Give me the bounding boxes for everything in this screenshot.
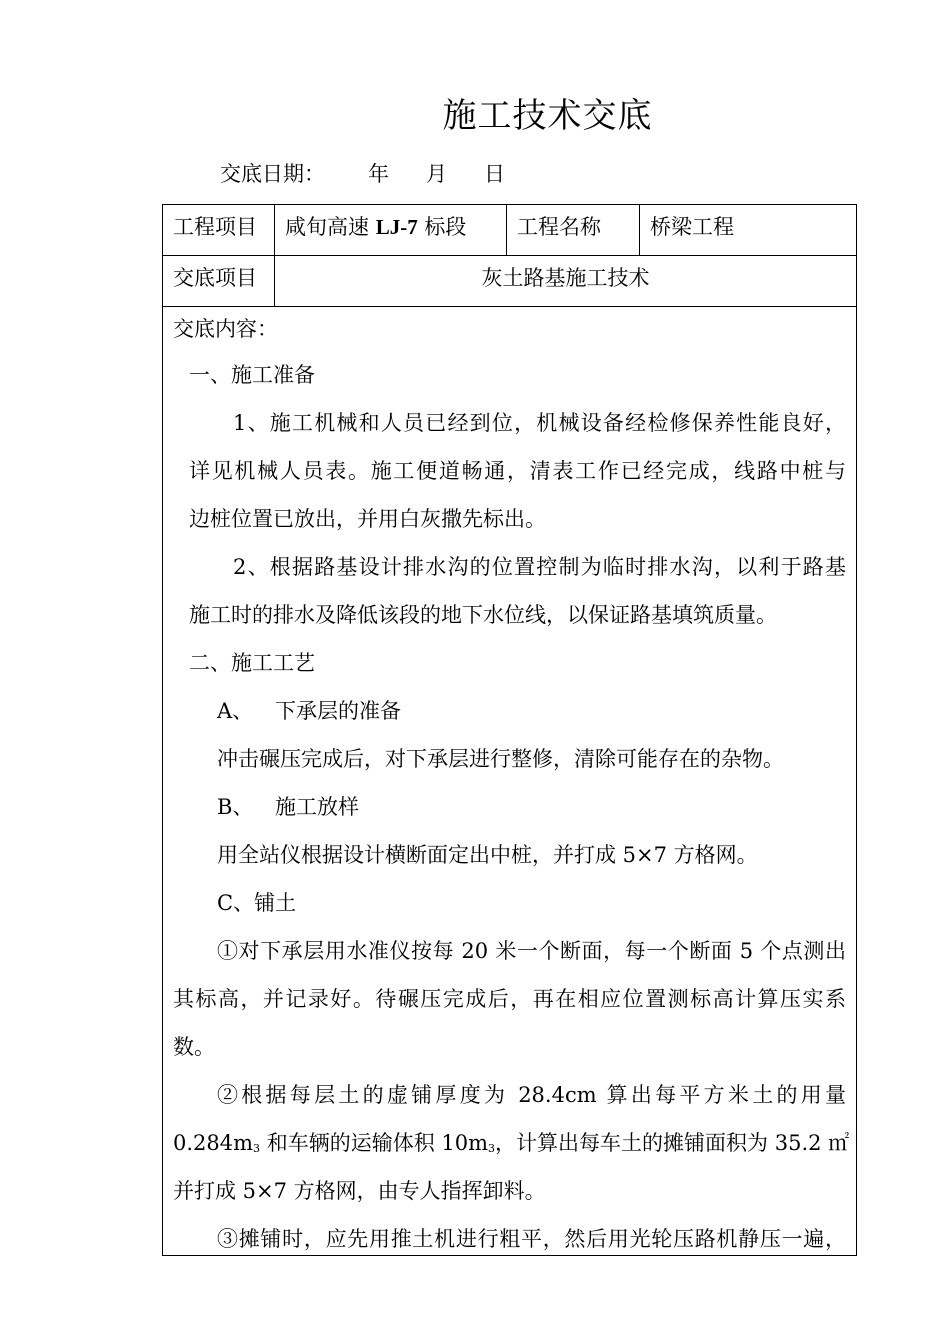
date-month: 月 <box>426 162 447 186</box>
subsection-heading-c: C、铺土 <box>217 891 297 915</box>
item-label: 交底项目 <box>173 266 257 290</box>
paragraph-line: 数。 <box>173 1035 215 1059</box>
paragraph-line: 详见机械人员表。施工便道畅通，清表工作已经完成，线路中桩与 <box>189 459 846 483</box>
subsection-label-a: A、 <box>217 699 254 723</box>
paragraph-line: 其标高，并记录好。待碾压完成后，再在相应位置测标高计算压实系 <box>173 987 846 1011</box>
paragraph-line: 并打成 5×7 方格网，由专人指挥卸料。 <box>173 1179 546 1203</box>
section-heading-process: 二、施工工艺 <box>189 651 315 675</box>
item-value-cell <box>275 256 856 306</box>
disclosure-table <box>162 204 857 1256</box>
project-value-code: LJ-7 <box>375 215 418 239</box>
paragraph-line: 1、施工机械和人员已经到位，机械设备经检修保养性能良好， <box>233 411 846 435</box>
subsection-title-b: 施工放样 <box>275 795 359 819</box>
name-label-cell <box>507 205 640 255</box>
date-label: 交底日期： <box>220 162 325 186</box>
paragraph-line: 施工时的排水及降低该段的地下水位线，以保证路基填筑质量。 <box>189 603 777 627</box>
project-value-prefix: 咸旬高速 <box>285 215 376 239</box>
paragraph-line <box>173 1125 849 1165</box>
project-value-suffix: 标段 <box>417 215 467 239</box>
paragraph-line: 用全站仪根据设计横断面定出中桩，并打成 5×7 方格网。 <box>217 843 758 867</box>
document-title: 施工技术交底 <box>442 96 653 136</box>
disclosure-content <box>163 307 856 1255</box>
subsection-heading-a <box>217 693 401 729</box>
paragraph-fragment: 0.284m <box>173 1131 254 1155</box>
subsection-heading-b <box>217 789 359 825</box>
paragraph-line: 边桩位置已放出，并用白灰撒先标出。 <box>189 507 546 531</box>
paragraph-line: ①对下承层用水准仪按每 20 米一个断面，每一个断面 5 个点测出 <box>217 939 846 963</box>
superscript-3: 3 <box>253 1142 261 1155</box>
section-heading-preparation: 一、施工准备 <box>189 363 315 387</box>
date-day: 日 <box>484 162 505 186</box>
paragraph-line: 冲击碾压完成后，对下承层进行整修，清除可能存在的杂物。 <box>217 747 784 771</box>
item-label-cell <box>163 256 275 306</box>
subsection-label-b: B、 <box>217 795 254 819</box>
superscript-3: 3 <box>488 1142 496 1155</box>
date-line <box>220 158 505 190</box>
project-label: 工程项目 <box>173 215 257 239</box>
project-label-cell <box>163 205 275 255</box>
project-value-cell <box>275 205 507 255</box>
paragraph-fragment: ，计算出每车土的摊铺面积为 35.2 ㎡ <box>495 1131 850 1155</box>
item-value: 灰土路基施工技术 <box>481 266 650 290</box>
paragraph-fragment: 和车辆的运输体积 10m <box>260 1131 489 1155</box>
name-value: 桥梁工程 <box>650 215 734 239</box>
subsection-title-a: 下承层的准备 <box>275 699 401 723</box>
paragraph-line: ③摊铺时，应先用推土机进行粗平，然后用光轮压路机静压一遍， <box>217 1227 846 1251</box>
name-value-cell <box>640 205 856 255</box>
paragraph-line: ②根据每层土的虚铺厚度为 28.4cm 算出每平方米土的用量 <box>217 1083 846 1107</box>
paragraph-line: 2、根据路基设计排水沟的位置控制为临时排水沟，以利于路基 <box>233 555 846 579</box>
content-heading: 交底内容： <box>173 317 278 341</box>
table-row-project <box>163 205 856 256</box>
name-label: 工程名称 <box>517 215 601 239</box>
date-year: 年 <box>368 162 389 186</box>
table-row-item <box>163 256 856 307</box>
